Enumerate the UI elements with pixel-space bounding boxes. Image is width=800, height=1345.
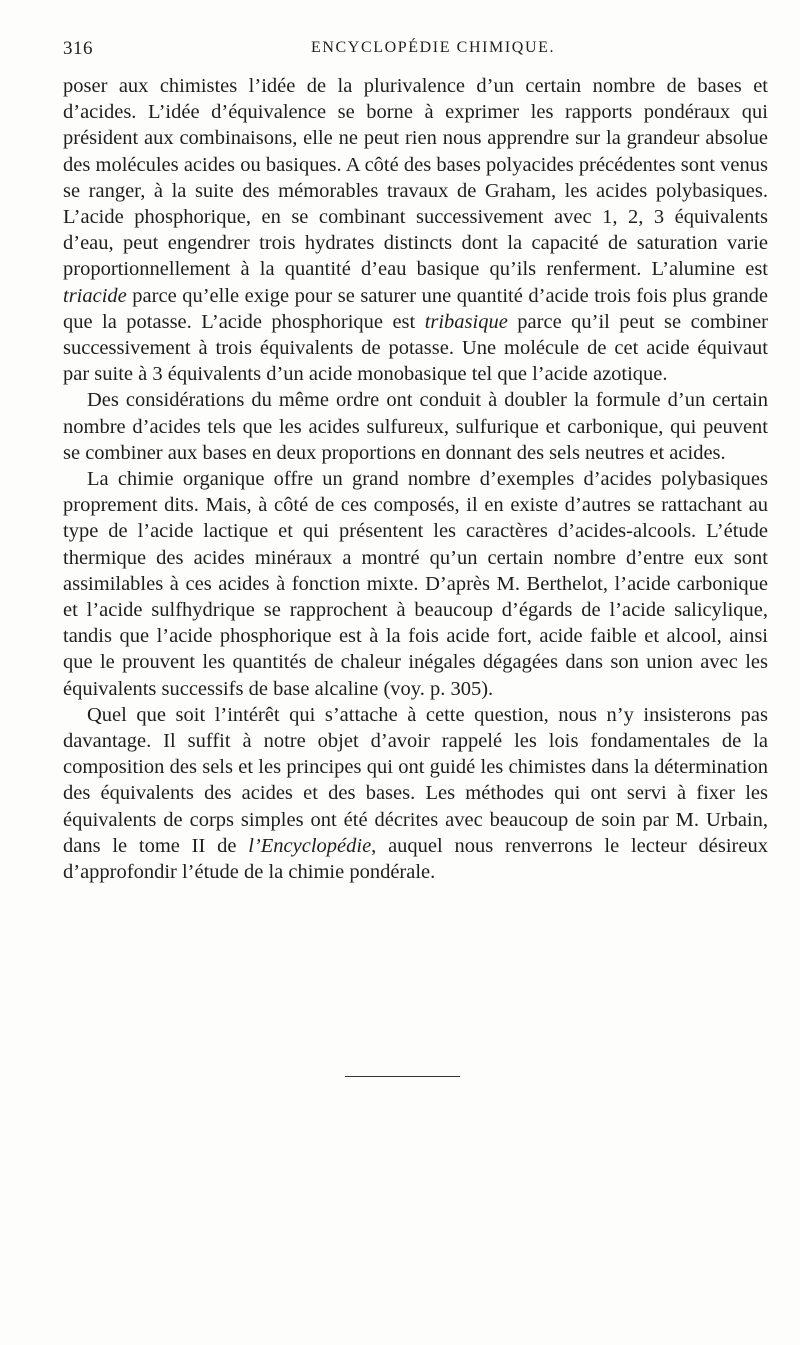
page-header xyxy=(63,38,768,68)
body-text xyxy=(63,73,768,885)
text-run: parce qu’elle exige pour se saturer une quantité d’acide trois fois plus grande que la potasse. L’acide phosphorique est xyxy=(63,284,768,333)
running-title: ENCYCLOPÉDIE CHIMIQUE. xyxy=(311,39,556,56)
italic-term-triacide: triacide xyxy=(63,284,127,307)
paragraph-1 xyxy=(63,73,768,387)
text-run: Quel que soit l’intérêt qui s’attache à cette question, nous n’y insisterons pas davantage. Il suffit à notre objet d’avoir rappelé les lois fondamentales de la composition des sels et les principes qui ont guidé les chimistes dans la détermination des équivalents des acides et des bases. Les méthodes qui ont servi à fixer les équivalents de corps simples ont été décrites avec beaucoup de soin par M. Urbain, dans le tome II de xyxy=(63,703,768,857)
paragraph-4 xyxy=(63,702,768,885)
paragraph-3: La chimie organique offre un grand nombre d’exemples d’acides polybasiques proprement dits. Mais, à côté de ces composés, il en existe d’autres se rattachant au type de l’acide lactique et qui présentent les caractères d’acides-alcools. L’étude thermique des acides minéraux a montré qu’un certain nombre d’entre eux sont assimilables à ces acides à fonction mixte. D’après M. Berthelot, l’acide carbonique et l’acide sulfhydrique se rapprochent à beaucoup d’égards de l’acide salicylique, tandis que l’acide phosphorique est à la fois acide fort, acide faible et alcool, ainsi que le prouvent les quantités de chaleur inégales dégagées dans son union avec les équivalents successifs de base alcaline (voy. p. 305). xyxy=(63,468,768,700)
text-run: poser aux chimistes l’idée de la plurivalence d’un certain nombre de bases et d’acides. L’idée d’équivalence se borne à exprimer les rapports pondéraux qui président aux combinaisons, elle ne peut rien nous apprendre sur la grandeur absolue des molécules acides ou basiques. A côté des bases polyacides précédentes sont venus se ranger, à la suite des mémorables travaux de Graham, les acides polybasiques. L’acide phosphorique, en se combinant successivement avec 1, 2, 3 équivalents d’eau, peut engendrer trois hydrates distincts dont la capacité de saturation varie proportionnellement à la quantité d’eau basique qu’ils renferment. L’alumine est xyxy=(63,75,768,281)
italic-title-encyclopedie: l’Encyclopédie xyxy=(248,834,372,857)
paragraph-2: Des considérations du même ordre ont conduit à doubler la formule d’un certain nombre d’acides tels que les acides sulfureux, sulfurique et carbonique, qui peuvent se combiner aux bases en deux proportions en donnant des sels neutres et acides. xyxy=(63,389,768,464)
text-run: parce qu’il peut se combiner successivement à trois équivalents de potasse. Une molécule de cet acide équivaut par suite à 3 équivalents d’un acide monobasique tel que l’acide azotique. xyxy=(63,310,768,386)
page-number: 316 xyxy=(63,38,93,59)
section-end-rule xyxy=(345,1076,460,1077)
text-run: , auquel nous renverrons le lecteur désireux d’approfondir l’étude de la chimie pondérale. xyxy=(63,834,768,884)
italic-term-tribasique: tribasique xyxy=(424,310,508,333)
